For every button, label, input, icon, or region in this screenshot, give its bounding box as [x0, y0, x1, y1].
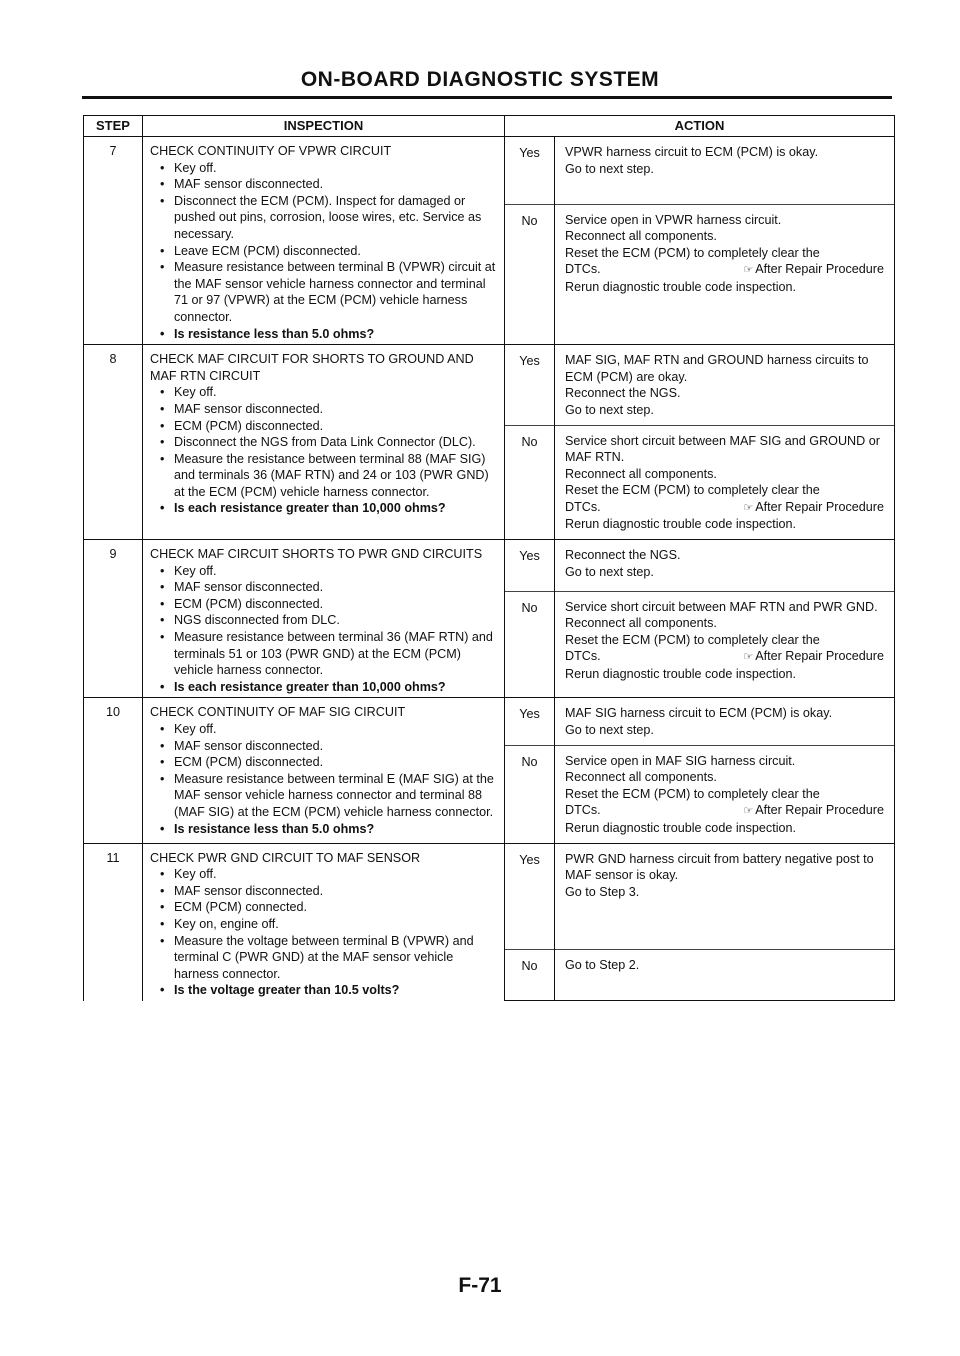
inspection-item: • Key off. [160, 721, 500, 738]
inspection-item: • Measure resistance between terminal E (MAF SIG) at the MAF sensor vehicle harness connector and terminal 88 (MAF SIG) at the ECM (PCM) vehicle harness connector. [160, 771, 500, 821]
yes-label: Yes [505, 540, 555, 591]
action-ref-prefix: DTCs. [565, 803, 601, 818]
inspection-items [150, 866, 500, 999]
yes-action [555, 137, 895, 205]
inspection-title: CHECK MAF CIRCUIT FOR SHORTS TO GROUND AND MAF RTN CIRCUIT [150, 352, 474, 383]
inspection-item: • MAF sensor disconnected. [160, 176, 500, 193]
table-body [84, 137, 895, 1001]
action-line: VPWR harness circuit to ECM (PCM) is okay. [565, 145, 819, 159]
table-row [84, 698, 895, 745]
action-line: Reconnect all components. [565, 616, 717, 631]
action-line: Go to Step 3. [565, 884, 640, 899]
yes-action [555, 698, 895, 745]
action-line: Reconnect the NGS. [565, 386, 681, 401]
action-line: Go to next step. [565, 402, 654, 417]
action-line: Service open in VPWR harness circuit. [565, 212, 782, 227]
pointing-hand-icon: ☞ [743, 264, 754, 277]
yes-action [555, 843, 895, 950]
yes-label: Yes [505, 843, 555, 950]
table-row [84, 540, 895, 591]
no-label: No [505, 950, 555, 1001]
after-repair-reference [743, 261, 890, 279]
yes-label: Yes [505, 345, 555, 425]
action-line: Go to next step. [565, 723, 654, 737]
action-line: Go to Step 2. [565, 958, 640, 973]
no-label: No [505, 425, 555, 540]
inspection-item: • Disconnect the NGS from Data Link Connector (DLC). [160, 434, 500, 451]
action-line: Reset the ECM (PCM) to completely clear the [565, 786, 820, 801]
action-ref-prefix: DTCs. [565, 499, 601, 514]
inspection-items [150, 384, 500, 517]
action-reference-line [565, 802, 890, 820]
inspection-item: • ECM (PCM) disconnected. [160, 418, 500, 435]
after-repair-text: After Repair Procedure [755, 262, 884, 277]
yes-label: Yes [505, 137, 555, 205]
step-number: 7 [84, 137, 143, 345]
inspection-cell [143, 137, 505, 345]
action-reference-line [565, 648, 890, 666]
inspection-item: • Key off. [160, 160, 500, 177]
inspection-title: CHECK CONTINUITY OF MAF SIG CIRCUIT [150, 705, 406, 720]
inspection-item: • Measure the resistance between terminal 88 (MAF SIG) and terminals 36 (MAF RTN) and 24 or 103 (PWR GND) at the ECM (PCM) vehicle harness connector. [160, 451, 500, 501]
inspection-title: CHECK CONTINUITY OF VPWR CIRCUIT [150, 144, 392, 158]
action-ref-prefix: DTCs. [565, 649, 601, 664]
inspection-items [150, 160, 500, 343]
yes-action [555, 345, 895, 425]
header-step: STEP [84, 116, 143, 137]
step-number: 9 [84, 540, 143, 698]
header-action: ACTION [505, 116, 895, 137]
action-line: Service short circuit between MAF RTN and PWR GND. [565, 599, 878, 614]
pointing-hand-icon: ☞ [743, 651, 754, 664]
inspection-title: CHECK MAF CIRCUIT SHORTS TO PWR GND CIRCUITS [150, 547, 483, 562]
page-number: F-71 [458, 1274, 502, 1297]
yes-label: Yes [505, 698, 555, 745]
step-number: 10 [84, 698, 143, 843]
action-line: PWR GND harness circuit from battery negative post to MAF sensor is okay. [565, 851, 874, 883]
inspection-items [150, 563, 500, 696]
after-repair-text: After Repair Procedure [755, 499, 884, 514]
pointing-hand-icon: ☞ [743, 501, 754, 514]
action-line: Rerun diagnostic trouble code inspection. [565, 666, 797, 681]
inspection-question: • Is each resistance greater than 10,000 ohms? [160, 500, 500, 517]
step-number: 8 [84, 345, 143, 540]
table-header-row [84, 116, 895, 137]
inspection-title: CHECK PWR GND CIRCUIT TO MAF SENSOR [150, 850, 421, 865]
inspection-item: • MAF sensor disconnected. [160, 883, 500, 900]
action-line: Rerun diagnostic trouble code inspection. [565, 280, 797, 295]
step-number: 11 [84, 843, 143, 1001]
inspection-item: • NGS disconnected from DLC. [160, 612, 500, 629]
no-action [555, 950, 895, 1001]
table-row [84, 345, 895, 425]
inspection-item: • ECM (PCM) disconnected. [160, 596, 500, 613]
page-title: ON-BOARD DIAGNOSTIC SYSTEM [300, 68, 660, 91]
after-repair-text: After Repair Procedure [755, 649, 884, 664]
action-line: Service open in MAF SIG harness circuit. [565, 753, 796, 768]
inspection-cell [143, 843, 505, 1001]
no-label: No [505, 204, 555, 344]
inspection-question: • Is the voltage greater than 10.5 volts? [160, 982, 500, 999]
no-label: No [505, 745, 555, 843]
inspection-item: • Key on, engine off. [160, 916, 500, 933]
inspection-items [150, 721, 500, 837]
header-inspection: INSPECTION [143, 116, 505, 137]
action-line: Reconnect all components. [565, 770, 717, 785]
inspection-item: • MAF sensor disconnected. [160, 579, 500, 596]
action-line: Reconnect the NGS. [565, 548, 681, 563]
inspection-item: • MAF sensor disconnected. [160, 401, 500, 418]
table-row [84, 137, 895, 205]
inspection-item: • Leave ECM (PCM) disconnected. [160, 243, 500, 260]
inspection-item: • MAF sensor disconnected. [160, 738, 500, 755]
action-line: Rerun diagnostic trouble code inspection. [565, 517, 797, 532]
action-line: Service short circuit between MAF SIG and GROUND or MAF RTN. [565, 433, 880, 465]
no-action [555, 425, 895, 540]
action-line: Reconnect all components. [565, 229, 717, 244]
after-repair-text: After Repair Procedure [755, 803, 884, 818]
inspection-item: • Measure resistance between terminal 36 (MAF RTN) and terminals 51 or 103 (PWR GND) at the ECM (PCM) vehicle harness connector. [160, 629, 500, 679]
title-rule [82, 96, 892, 99]
action-line: Go to next step. [565, 161, 654, 176]
action-line: Reset the ECM (PCM) to completely clear the [565, 632, 820, 647]
action-line: Reset the ECM (PCM) to completely clear the [565, 245, 820, 260]
inspection-question: • Is resistance less than 5.0 ohms? [160, 821, 500, 838]
inspection-item: • ECM (PCM) disconnected. [160, 754, 500, 771]
inspection-item: • Measure the voltage between terminal B (VPWR) and terminal C (PWR GND) at the MAF sensor vehicle harness connector. [160, 933, 500, 983]
pointing-hand-icon: ☞ [743, 805, 754, 818]
action-ref-prefix: DTCs. [565, 262, 601, 277]
after-repair-reference [743, 802, 890, 820]
action-line: MAF SIG, MAF RTN and GROUND harness circuits to ECM (PCM) are okay. [565, 353, 869, 384]
inspection-cell [143, 540, 505, 698]
no-label: No [505, 591, 555, 698]
no-action [555, 591, 895, 698]
inspection-cell [143, 345, 505, 540]
after-repair-reference [743, 648, 890, 666]
action-line: Rerun diagnostic trouble code inspection. [565, 820, 797, 835]
action-line: Reset the ECM (PCM) to completely clear the [565, 483, 820, 498]
action-line: MAF SIG harness circuit to ECM (PCM) is okay. [565, 706, 833, 721]
inspection-question: • Is resistance less than 5.0 ohms? [160, 326, 500, 343]
inspection-item: • Key off. [160, 866, 500, 883]
action-reference-line [565, 499, 890, 517]
no-action [555, 204, 895, 344]
action-line: Go to next step. [565, 564, 654, 579]
inspection-cell [143, 698, 505, 843]
no-action [555, 745, 895, 843]
action-line: Reconnect all components. [565, 466, 717, 481]
inspection-question: • Is each resistance greater than 10,000 ohms? [160, 679, 500, 696]
inspection-item: • Measure resistance between terminal B (VPWR) circuit at the MAF sensor vehicle harness connector and terminal 71 or 97 (VPWR) at the ECM (PCM) vehicle harness connector. [160, 259, 500, 325]
diagnostic-table [83, 115, 895, 1001]
inspection-item: • ECM (PCM) connected. [160, 899, 500, 916]
inspection-item: • Key off. [160, 563, 500, 580]
after-repair-reference [743, 499, 890, 517]
action-reference-line [565, 261, 890, 279]
yes-action [555, 540, 895, 591]
inspection-item: • Disconnect the ECM (PCM). Inspect for damaged or pushed out pins, corrosion, loose wires, etc. Service as necessary. [160, 193, 500, 243]
table-row [84, 843, 895, 950]
inspection-item: • Key off. [160, 384, 500, 401]
